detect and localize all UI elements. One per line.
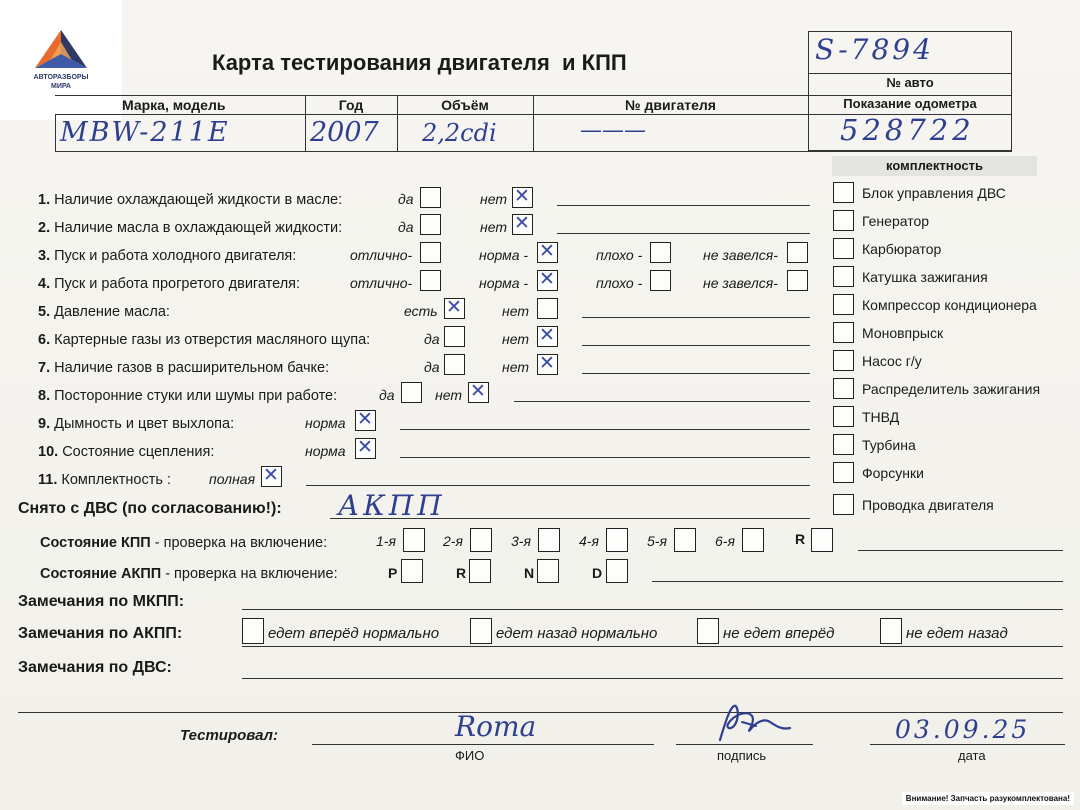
gear-checkbox-6[interactable] — [742, 528, 764, 552]
akpp-reverse-ok-checkbox[interactable] — [470, 618, 492, 644]
opt-label: да — [379, 387, 395, 403]
fio-label: ФИО — [455, 748, 485, 763]
kit-item: Насос г/у — [862, 353, 922, 369]
gear-checkbox-4[interactable] — [606, 528, 628, 552]
kit-checkbox[interactable] — [833, 294, 854, 315]
kit-header: комплектность — [832, 156, 1037, 176]
gear-label: 2-я — [443, 533, 463, 549]
kit-checkbox[interactable] — [833, 434, 854, 455]
checkbox-8-no[interactable] — [468, 382, 489, 403]
kit-checkbox[interactable] — [833, 322, 854, 343]
removed-value: АКПП — [338, 489, 446, 522]
opt-label: плохо - — [596, 247, 643, 263]
check-row-11: 11. Комплектность : — [38, 472, 171, 488]
mode-label: D — [592, 565, 603, 581]
kit-checkbox[interactable] — [833, 378, 854, 399]
page-title: Карта тестирования двигателя и КПП — [212, 50, 627, 75]
akpp-opt-label: не едет вперёд — [723, 625, 835, 642]
value-engine-no: ——— — [580, 118, 646, 143]
car-number-label: № авто — [886, 75, 934, 90]
tester-name: Roma — [455, 710, 537, 743]
gear-label: 3-я — [511, 533, 531, 549]
mode-label: P — [388, 565, 398, 581]
checkbox-2-yes[interactable] — [420, 214, 441, 235]
akpp-forward-ok-checkbox[interactable] — [242, 618, 264, 644]
check-row-1: 1. Наличие охлаждающей жидкости в масле: — [38, 192, 343, 208]
mode-checkbox-n[interactable] — [537, 559, 559, 583]
value-volume: 2,2cdi — [422, 119, 497, 147]
opt-label: норма - — [479, 275, 529, 291]
checkbox-5-no[interactable] — [537, 298, 558, 319]
opt-label: не завелся- — [703, 247, 778, 263]
checkbox-4-bad[interactable] — [650, 270, 671, 291]
check-row-5: 5. Давление масла: — [38, 304, 170, 320]
checkbox-1-yes[interactable] — [420, 187, 441, 208]
check-row-4: 4. Пуск и работа прогретого двигателя: — [38, 276, 301, 292]
kit-checkbox[interactable] — [833, 238, 854, 259]
logo-icon — [31, 28, 91, 72]
col-engine-no: № двигателя — [625, 97, 716, 113]
kit-item: Компрессор кондиционера — [862, 297, 1037, 313]
kit-item: Проводка двигателя — [862, 497, 994, 513]
checkbox-9-normal[interactable] — [355, 410, 376, 431]
opt-label: да — [398, 219, 414, 235]
checkbox-2-no[interactable] — [512, 214, 533, 235]
mode-label: R — [456, 565, 467, 581]
kpp-check-label: Состояние КПП - проверка на включение: — [40, 535, 328, 551]
check-row-10: 10. Состояние сцепления: — [38, 444, 215, 460]
checkbox-4-excellent[interactable] — [420, 270, 441, 291]
kit-item: ТНВД — [862, 409, 900, 425]
opt-label: да — [424, 359, 440, 375]
check-row-9: 9. Дымность и цвет выхлопа: — [38, 416, 235, 432]
akpp-check-label: Состояние АКПП - проверка на включение: — [40, 566, 338, 582]
kit-checkbox[interactable] — [833, 494, 854, 515]
kit-item: Форсунки — [862, 465, 924, 481]
kit-item: Генератор — [862, 213, 930, 229]
kit-checkbox[interactable] — [833, 462, 854, 483]
kit-checkbox[interactable] — [833, 266, 854, 287]
opt-label: полная — [209, 471, 256, 487]
checkbox-6-no[interactable] — [537, 326, 558, 347]
kit-checkbox[interactable] — [833, 406, 854, 427]
check-row-3: 3. Пуск и работа холодного двигателя: — [38, 248, 297, 264]
car-number-value: S-7894 — [815, 33, 934, 66]
remarks-dvs-label: Замечания по ДВС: — [18, 659, 172, 676]
logo-block — [0, 0, 122, 120]
opt-label: есть — [404, 303, 438, 319]
check-row-7: 7. Наличие газов в расширительном бачке: — [38, 360, 330, 376]
opt-label: не завелся- — [703, 275, 778, 291]
gear-label: 5-я — [647, 533, 667, 549]
value-odometer: 528722 — [840, 113, 975, 147]
gear-label: 4-я — [579, 533, 599, 549]
checkbox-1-no[interactable] — [512, 187, 533, 208]
kit-checkbox[interactable] — [833, 210, 854, 231]
checkbox-7-no[interactable] — [537, 354, 558, 375]
opt-label: плохо - — [596, 275, 643, 291]
gear-label: 1-я — [376, 533, 396, 549]
opt-label: нет — [502, 359, 529, 375]
akpp-no-reverse-checkbox[interactable] — [880, 618, 902, 644]
kit-item: Катушка зажигания — [862, 269, 988, 285]
opt-label: да — [424, 331, 440, 347]
mode-checkbox-r[interactable] — [469, 559, 491, 583]
kit-checkbox[interactable] — [833, 350, 854, 371]
remarks-mkpp-label: Замечания по МКПП: — [18, 593, 185, 610]
gear-label: R — [795, 531, 806, 547]
akpp-opt-label: не едет назад — [906, 625, 1008, 642]
checkbox-3-normal[interactable] — [537, 242, 558, 263]
removed-label: Снято с ДВС (по согласованию!): — [18, 500, 282, 517]
kit-item: Турбина — [862, 437, 916, 453]
gear-checkbox-5[interactable] — [674, 528, 696, 552]
opt-label: нет — [502, 303, 529, 319]
value-model: MBW-211E — [60, 117, 230, 148]
col-volume: Объём — [441, 97, 489, 113]
akpp-no-forward-checkbox[interactable] — [697, 618, 719, 644]
checkbox-3-nostart[interactable] — [787, 242, 808, 263]
checkbox-3-bad[interactable] — [650, 242, 671, 263]
kit-item: Блок управления ДВС — [862, 185, 1006, 201]
checkbox-3-excellent[interactable] — [420, 242, 441, 263]
value-year: 2007 — [310, 117, 379, 148]
checkbox-10-normal[interactable] — [355, 438, 376, 459]
checkbox-6-yes[interactable] — [444, 326, 465, 347]
checkbox-5-yes[interactable] — [444, 298, 465, 319]
check-row-2: 2. Наличие масла в охлаждающей жидкости: — [38, 220, 343, 236]
gear-checkbox-2[interactable] — [470, 528, 492, 552]
kit-item: Моновпрыск — [862, 325, 944, 341]
kit-item: Карбюратор — [862, 241, 942, 257]
tested-label: Тестировал: — [180, 727, 278, 744]
opt-label: нет — [480, 191, 507, 207]
checkbox-11-full[interactable] — [261, 466, 282, 487]
mode-checkbox-p[interactable] — [401, 559, 423, 583]
gear-checkbox-1[interactable] — [403, 528, 425, 552]
kit-item: Распределитель зажигания — [862, 381, 1041, 397]
checkbox-8-yes[interactable] — [401, 382, 422, 403]
checkbox-4-nostart[interactable] — [787, 270, 808, 291]
gear-label: 6-я — [715, 533, 735, 549]
warning-banner: Внимание! Запчасть разукомплектована! — [902, 792, 1074, 805]
logo-text-2: МИРА — [51, 83, 71, 90]
signature-mark — [712, 700, 802, 748]
check-row-6: 6. Картерные газы из отверстия масляного щупа: — [38, 332, 371, 348]
date-label: дата — [958, 748, 986, 763]
opt-label: норма — [305, 415, 346, 431]
akpp-opt-label: едет назад нормально — [496, 625, 658, 642]
mode-checkbox-d[interactable] — [606, 559, 628, 583]
col-odometer: Показание одометра — [843, 96, 977, 111]
mode-label: N — [524, 565, 535, 581]
opt-label: да — [398, 191, 414, 207]
opt-label: нет — [435, 387, 462, 403]
test-date: 03.09.25 — [895, 715, 1031, 744]
check-row-8: 8. Посторонние стуки или шумы при работе: — [38, 388, 338, 404]
col-year: Год — [338, 97, 364, 113]
col-model: Марка, модель — [122, 97, 226, 113]
remarks-akpp-label: Замечания по АКПП: — [18, 625, 183, 642]
checkbox-7-yes[interactable] — [444, 354, 465, 375]
opt-label: норма - — [479, 247, 529, 263]
opt-label: норма — [305, 443, 346, 459]
opt-label: отлично- — [350, 275, 413, 291]
opt-label: нет — [480, 219, 507, 235]
gear-checkbox-3[interactable] — [538, 528, 560, 552]
kit-checkbox[interactable] — [833, 182, 854, 203]
gear-checkbox-r[interactable] — [811, 528, 833, 552]
opt-label: нет — [502, 331, 529, 347]
checkbox-4-normal[interactable] — [537, 270, 558, 291]
akpp-opt-label: едет вперёд нормально — [268, 625, 440, 642]
signature-label: подпись — [717, 748, 767, 763]
opt-label: отлично- — [350, 247, 413, 263]
logo-text-1: АВТОРАЗБОРЫ — [33, 74, 89, 81]
